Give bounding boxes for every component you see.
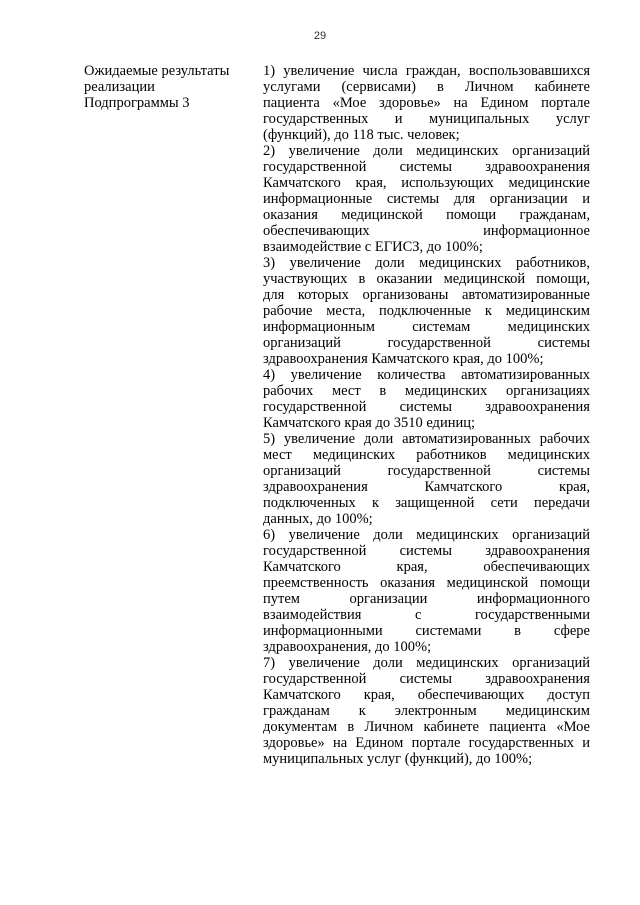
word: передачи [533,495,590,511]
word: 6) [263,527,276,543]
word: кабинете [423,719,479,735]
word: доступ [547,687,590,703]
word: гражданам [263,703,330,719]
word: государственной [387,335,491,351]
word: информационные [263,191,373,207]
text-line [263,383,590,399]
word: помощи [446,207,497,223]
word: преемственность [263,575,369,591]
text-line [263,79,590,95]
word: организаций [512,143,590,159]
word: здоровье» [379,95,441,111]
word: автоматизированные [461,287,590,303]
word: государственными [474,607,590,623]
word: 2) [263,143,276,159]
word: системы [399,159,452,175]
word: государственной [263,399,367,415]
text-line [263,95,590,111]
word: информационным [263,319,375,335]
word: с [414,607,422,623]
word: организациях [505,383,590,399]
word: организаций [512,527,590,543]
word: доли [373,655,403,671]
word: доли [373,143,403,159]
word: оказания [380,575,436,591]
word: организаций [512,655,590,671]
text-line [263,159,590,175]
word: системы [386,191,440,207]
word: системы [399,399,452,415]
text-line [263,463,590,479]
word: на [332,735,348,751]
text-line [263,559,590,575]
text-line [263,367,590,383]
word: Личном [464,79,514,95]
word: услуг [555,111,590,127]
word: медицинской [443,271,526,287]
word: края, [355,175,387,191]
word: системам [412,319,471,335]
word: «Мое [556,719,590,735]
word: и [394,111,403,127]
word: здравоохранения [263,479,368,495]
text-line [263,447,590,463]
word: медицинских [419,255,502,271]
word: увеличение [290,367,362,383]
word: подключенных [263,495,356,511]
word: доли [373,527,403,543]
text-line [263,191,590,207]
word: организованы [362,287,449,303]
text-line: взаимодействие с ЕГИСЗ, до 100%; [263,239,483,255]
word: для [453,191,476,207]
word: к [358,703,366,719]
word: места, [326,303,366,319]
word: системы [537,463,590,479]
word: медицинских [507,447,590,463]
word: медицинских [312,447,396,463]
word: информационного [476,591,590,607]
word: пациента [263,95,320,111]
word: в [347,719,355,735]
word: Едином [355,735,404,751]
word: доли [363,431,394,447]
word: системами [415,623,482,639]
section-label: Ожидаемые результаты реализации Подпрограммы 3 [84,63,230,111]
word: воспользовавшихся [468,63,590,79]
word: кабинете [534,79,590,95]
text-line [263,655,590,671]
text-line [263,719,590,735]
word: медицинских [416,527,499,543]
word: информационное [483,223,590,239]
text-line: (функций), до 118 тыс. человек; [263,127,460,143]
word: количества [377,367,446,383]
word: пациента [489,719,547,735]
text-line [263,703,590,719]
text-line [263,399,590,415]
word: здравоохранения [485,399,590,415]
text-line [263,223,590,239]
word: «Мое [332,95,367,111]
word: обеспечивающих [263,223,370,239]
text-line [263,319,590,335]
word: Камчатского [263,559,341,575]
word: медицинских [404,383,488,399]
word: здравоохранения [485,671,590,687]
word: 1) [263,63,276,79]
word: государственной [387,463,491,479]
word: края, [396,559,428,575]
word: документам [263,719,338,735]
word: электронным [394,703,477,719]
word: мест [331,383,361,399]
text-line [263,735,590,751]
word: защищенной [395,495,475,511]
text-line [263,335,590,351]
word: портале [541,95,590,111]
word: на [453,95,468,111]
text-line: здравоохранения Камчатского края, до 100%; [263,351,544,367]
word: рабочие [263,303,313,319]
text-line [263,431,590,447]
word: государственной [263,671,367,687]
word: системы [399,543,452,559]
word: медицинских [416,655,499,671]
text-line [263,671,590,687]
word: организации [349,591,428,607]
word: автоматизированных [402,431,531,447]
page-number: 29 [313,30,327,42]
word: Камчатского [424,479,503,495]
text-line [263,527,590,543]
text-line [263,255,590,271]
word: помощи, [536,271,590,287]
word: увеличение [283,431,356,447]
word: мест [263,447,292,463]
word: системы [537,335,590,351]
text-line: данных, до 100%; [263,511,373,527]
word: организаций [263,463,341,479]
word: Личном [364,719,414,735]
word: 7) [263,655,276,671]
text-line [263,111,590,127]
word: к [484,303,492,319]
word: сети [490,495,518,511]
word: к [371,495,380,511]
word: края, [363,687,395,703]
word: организаций [263,335,341,351]
word: медицинской [446,575,529,591]
word: государственных [263,111,369,127]
word: увеличение [289,255,361,271]
word: системы [399,671,452,687]
word: в [358,271,366,287]
word: в [436,79,444,95]
word: медицинским [505,703,590,719]
word: здравоохранения [485,543,590,559]
text-line [263,623,590,639]
word: автоматизированных [461,367,590,383]
word: (сервисами) [341,79,417,95]
word: оказании [376,271,433,287]
word: доли [375,255,405,271]
word: рабочих [539,431,590,447]
word: увеличение [283,63,355,79]
word: рабочих [263,383,314,399]
word: здоровье» [263,735,325,751]
word: граждан, [405,63,461,79]
text-line [263,591,590,607]
word: подключенные [379,303,472,319]
word: для [263,287,285,303]
word: увеличение [288,655,360,671]
text-line [263,143,590,159]
word: обеспечивающих [417,687,525,703]
word: медицинских [416,143,499,159]
word: Камчатского [263,175,341,191]
word: которых [297,287,349,303]
word: числа [362,63,398,79]
word: организации [489,191,568,207]
word: путем [263,591,300,607]
word: оказания [263,207,318,223]
text-line [263,575,590,591]
word: Едином [480,95,529,111]
word: информационными [263,623,383,639]
text-line: Камчатского края до 3510 единиц; [263,415,476,431]
word: Камчатского [263,687,341,703]
text-line: здравоохранения, до 100%; [263,639,432,655]
word: и [582,735,590,751]
word: муниципальных [429,111,530,127]
word: работников [416,447,487,463]
word: края, [558,479,590,495]
text-line [263,687,590,703]
text-line [263,287,590,303]
word: увеличение [288,143,360,159]
word: 4) [263,367,276,383]
word: государственных [468,735,574,751]
word: участвующих [263,271,348,287]
text-line [263,543,590,559]
word: медицинской [341,207,423,223]
word: в [514,623,522,639]
word: здравоохранения [485,159,590,175]
word: услугами [263,79,321,95]
word: государственной [263,543,367,559]
word: увеличение [288,527,360,543]
word: помощи [539,575,590,591]
word: гражданам, [519,207,590,223]
text-line: муниципальных услуг (функций), до 100%; [263,751,533,767]
word: медицинских [507,319,590,335]
word: медицинские [508,175,590,191]
word: сфере [553,623,590,639]
text-line [263,607,590,623]
word: портале [411,735,461,751]
text-line [263,207,590,223]
word: медицинским [505,303,590,319]
word: 5) [263,431,276,447]
text-line [263,495,590,511]
text-line [263,479,590,495]
results-list [263,63,590,767]
word: и [582,191,590,207]
word: использующих [401,175,494,191]
word: взаимодействия [263,607,362,623]
word: обеспечивающих [483,559,590,575]
text-line [263,175,590,191]
word: в [379,383,387,399]
word: работников, [515,255,590,271]
word: 3) [263,255,276,271]
word: государственной [263,159,367,175]
text-line [263,271,590,287]
text-line [263,303,590,319]
text-line [263,63,590,79]
